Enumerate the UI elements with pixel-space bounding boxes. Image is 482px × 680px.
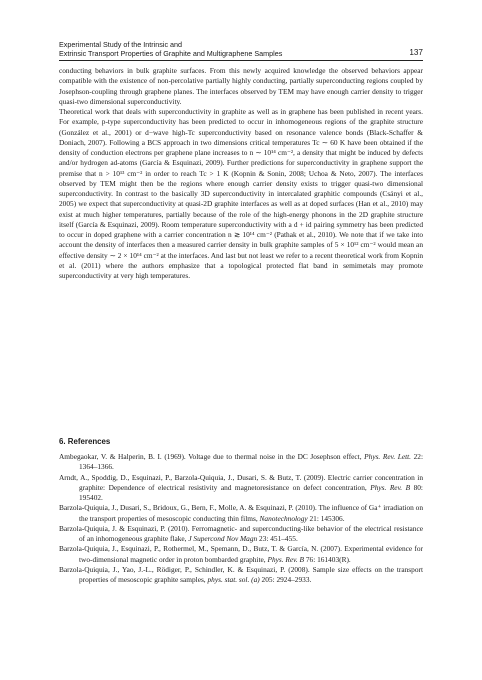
paragraph: conducting behaviors in bulk graphite surfaces. From this newly acquired knowledge the observed behaviors appear compatible with the existence of non-percolative partially highly conducting, partially superconducting regions coupled by Josephson-coupling through graphene planes. The interfaces observed by TEM may have enough carrier density to trigger quasi-two dimensional superconductivity. — [59, 66, 423, 106]
reference-list — [59, 452, 423, 585]
section-heading: 6. References — [59, 437, 111, 446]
header-rule — [59, 60, 423, 61]
header-title-line1: Experimental Study of the Intrinsic and — [59, 40, 183, 49]
reference-entry: Ambegaokar, V. & Halperin, B. I. (1969). Voltage due to thermal noise in the DC Josephson effect, Phys. Rev. Lett. 22: 1364–1366. — [59, 452, 423, 472]
body-text — [59, 66, 423, 281]
reference-entry: Arndt, A., Spoddig, D., Esquinazi, P., Barzola-Quiquia, J., Dusari, S. & Butz, T. (2009). Electric carrier concentration in graphite: Dependence of electrical resistivity and magnetoresistance on defect concentration, Phys. Rev. B 80: 195402. — [59, 472, 423, 502]
reference-entry: Barzola-Quiquia, J., Yao, J.-L., Rödiger, P., Schindler, K. & Esquinazi, P. (2008). Sample size effects on the transport properties of mesoscopic graphite samples, phys. stat. sol. (a) 205: 2924–2933. — [59, 564, 423, 584]
reference-entry: Barzola-Quiquia, J., Dusari, S., Bridoux, G., Bern, F., Molle, A. & Esquinazi, P. (2010). The influence of Ga⁺ irradiation on the transport properties of mesoscopic conducting thin films, Nanotechnology 21: 145306. — [59, 503, 423, 523]
header-title-line2: Extrinsic Transport Properties of Graphite and Multigraphene Samples — [59, 48, 283, 58]
running-header — [59, 41, 423, 58]
reference-entry: Barzola-Quiquia, J. & Esquinazi, P. (2010). Ferromagnetic- and superconducting-like behavior of the electrical resistance of an inhomogeneous graphite flake, J Supercond Nov Magn 23: 451–455. — [59, 523, 423, 543]
page-number: 137 — [409, 48, 423, 57]
paragraph: Theoretical work that deals with superconductivity in graphite as well as in graphene has been published in recent years. For example, p-type superconductivity has been predicted to occur in inhomogeneous regions of the graphite structure (González et al., 2001) or d−wave high-Tc superconductivity based on resonance valence bonds (Black-Schaffer & Doniach, 2007). Following a BCS approach in two dimensions critical temperatures Tc ∼ 60 K have been obtained if the density of conduction electrons per graphene plane increases to n ∼ 10¹⁴ cm⁻², a density that might be induced by defects and/or hydrogen ad-atoms (García & Esquinazi, 2009). Further predictions for superconductivity in graphene support the premise that n > 10¹³ cm⁻² in order to reach Tc > 1 K (Kopnin & Sonin, 2008; Uchoa & Neto, 2007). The interfaces observed by TEM might then be the regions where enough carrier density exists to trigger quasi-two dimensional superconductivity. In contrast to the basically 3D superconductivity in intercalated graphitic compounds (Csányi et al., 2005) we expect that superconductivity at quasi-2D graphite interfaces as well as at doped surfaces (Han et al., 2010) may exist at much higher temperatures, partially because of the role of the high-energy phonons in the 2D graphite structure itself (García & Esquinazi, 2009). Room temperature superconductivity with a d + id pairing symmetry has been predicted to occur in doped graphene with a carrier concentration n ≳ 10¹⁴ cm⁻² (Pathak et al., 2010). We note that if we take into account the density of interfaces then a measured carrier density in bulk graphite samples of 5 × 10¹² cm⁻² would mean an effective density ∼ 2 × 10¹⁴ cm⁻² at the interfaces. And last but not least we refer to a recent theoretical work from Kopnin et al. (2011) where the authors emphasize that a topological protected flat band in semimetals may promote superconductivity at very high temperatures. — [59, 107, 423, 280]
reference-entry: Barzola-Quiquia, J., Esquinazi, P., Rothermel, M., Spemann, D., Butz, T. & García, N. (2007). Experimental evidence for two-dimensional magnetic order in proton bombarded graphite, Phys. Rev. B 76: 161403(R). — [59, 544, 423, 564]
